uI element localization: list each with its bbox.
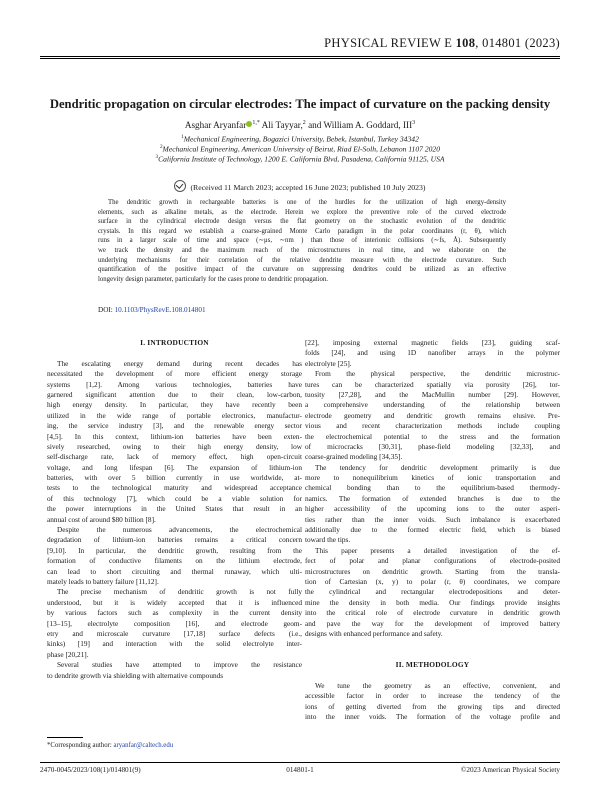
body-text-line: understood, but it is widely accepted that it is influenced bbox=[47, 597, 302, 607]
body-text-line: tures can be characterized spatially via porosity [26], tor- bbox=[305, 379, 560, 389]
body-text-line: [22], imposing external magnetic fields [23], guiding scaf- bbox=[305, 338, 560, 347]
check-for-updates-icon[interactable] bbox=[174, 180, 186, 192]
received-text: (Received 11 March 2023; accepted 16 June 2023; published 10 July 2023) bbox=[190, 183, 426, 192]
doi-label: DOI: bbox=[98, 306, 113, 314]
body-text-line: The precise mechanism of dendritic growth is not fully bbox=[57, 587, 302, 597]
author-3[interactable]: and William A. Goddard, III bbox=[308, 120, 413, 131]
body-text-line: garnered significant attention due to their clean, low-carbon, bbox=[47, 389, 302, 399]
body-text-line: ing, the service industry [3], and the renewable energy sector bbox=[47, 421, 302, 431]
abstract-line: The dendritic growth in rechargeable batteries is one of the hurdles for the utilization of high energy-density bbox=[108, 199, 506, 206]
affiliation-1-num: 1 bbox=[181, 134, 184, 140]
body-text-line: of microcracks [30,31], phase-field modeling [32,33], and bbox=[305, 441, 560, 451]
affiliation-3 bbox=[40, 154, 560, 164]
body-text-line: vious and recent characterization methods include coupling bbox=[305, 421, 560, 431]
footer-rule bbox=[40, 762, 560, 763]
body-text-line: [4,5]. In this context, lithium-ion batteries have been exten- bbox=[47, 431, 302, 441]
body-text-line: tuosity [27,28], and the MacMullin number [29]. However, bbox=[305, 389, 560, 399]
article-number-prefix: , bbox=[475, 36, 483, 50]
header-rule-thin bbox=[40, 58, 560, 59]
abstract-line: longevity design parameter, particularly for the cases prone to dendritic propagation. bbox=[98, 275, 328, 283]
abstract-line: quantification of the positive impact of the curvature on suppressing dendrites could be utilized as an effective bbox=[98, 266, 506, 274]
affiliation-2-num: 2 bbox=[159, 144, 163, 150]
footnote-marker: * bbox=[47, 742, 51, 749]
body-text-line: of this technology [7], which could be a viable solution for bbox=[47, 493, 302, 503]
journal-name: PHYSICAL REVIEW E bbox=[324, 36, 453, 50]
body-text-line: and pave the way for the development of improved battery bbox=[305, 618, 560, 628]
affiliation-2-text: Mechanical Engineering, American University of Beirut, Riad El-Solh, Lebanon 1107 2020 bbox=[162, 144, 441, 154]
body-text-line: necessitated the development of more efficient energy storage bbox=[47, 369, 302, 379]
body-text-line: the power interruptions in the United States that result in an bbox=[47, 504, 302, 514]
section-title-introduction: I. INTRODUCTION bbox=[140, 338, 209, 347]
body-text-line: The escalating energy demand during recent decades has bbox=[57, 358, 302, 368]
abstract-line: elements, such as alkaline metals, as the electrode. Herein we explore the preventive role of the curved electrode bbox=[98, 208, 506, 216]
header-rule bbox=[40, 56, 560, 57]
body-text-line: etry and microscale curvature [17,18] surface defects (i.e., bbox=[47, 628, 302, 638]
body-text-line: the cylindrical and rectangular electrodepositions and deter- bbox=[305, 587, 560, 597]
affiliation-1 bbox=[40, 134, 560, 144]
body-text-line: ties rather than the inner voids. Such imbalance is exacerbated bbox=[305, 514, 560, 524]
abstract-line: we track the density and the maximum reach of the microstructures in real time, and we elaborate on the bbox=[98, 246, 506, 254]
footnote-rule bbox=[47, 737, 83, 738]
body-text-line: accessible factor in order to increase the tendency of the bbox=[305, 691, 560, 701]
body-text-line: self-discharge rate, lack of memory effect, high open-circuit bbox=[47, 452, 302, 462]
footnote-label: Corresponding author: bbox=[50, 742, 112, 749]
footer-issn: 2470-0045/2023/108(1)/014801(9) bbox=[40, 766, 141, 774]
author-1[interactable]: Asghar Aryanfar bbox=[184, 120, 247, 131]
body-text-line: chemical bonding than to the equilibrium-based thermody- bbox=[305, 483, 560, 493]
abstract-line: underlying mechanisms for their correlation of the relative dendrite measure with the electrode curvature. Such bbox=[98, 256, 506, 264]
body-text-line: high energy density. In particular, they have recently been bbox=[47, 400, 302, 410]
body-text-line: into the inner voids. The formation of the voltage profile and bbox=[305, 712, 560, 722]
abstract-line: runs in a larger scale of time and space (∼μs, ∼nm ) than those of interionic collisions (∼fs, Å). Subsequently bbox=[98, 237, 506, 245]
body-text-line: Several studies have attempted to improve the resistance bbox=[57, 660, 302, 670]
body-text-line: toward the tips. bbox=[305, 535, 351, 545]
footer-copyright: ©2023 American Physical Society bbox=[460, 766, 560, 774]
abstract-line: crystals. In this regard we establish a coarse-grained Monte Carlo paradigm in the polar coordinates (r, θ), which bbox=[98, 227, 506, 235]
body-text-line: We tune the geometry as an effective, convenient, and bbox=[315, 680, 560, 690]
body-text-line: ions of getting diverted from the growing tips and directed bbox=[305, 701, 560, 711]
left-column bbox=[47, 338, 302, 681]
doi bbox=[98, 306, 206, 314]
body-text-line: sively researched, owing to their high energy density, low bbox=[47, 441, 302, 451]
body-text-line: to dendrite growth via shielding with alternative compounds bbox=[47, 670, 224, 680]
author-list bbox=[40, 120, 560, 130]
body-text-line: This paper presents a detailed investigation of the ef- bbox=[315, 545, 560, 555]
body-text-line: additionally due to the formed electric field, which is biased bbox=[305, 525, 560, 535]
body-text-line: phase [20,21]. bbox=[47, 649, 89, 659]
paper-title: Dendritic propagation on circular electrodes: The impact of curvature on the packing density bbox=[49, 97, 551, 111]
body-text-line: batteries, with over 5 billion currently in use worldwide, at- bbox=[47, 473, 302, 483]
body-text-line: tion of Cartesian (x, y) to polar (r, θ) coordinates, we compare bbox=[305, 576, 560, 586]
body-text-line: Despite the numerous advancements, the electrochemical bbox=[57, 525, 302, 535]
body-text-line: utilized in the wide range of portable electronics, manufactur- bbox=[47, 410, 302, 420]
footnote bbox=[47, 742, 173, 749]
body-text-line: a comprehensive understanding of the relationship between bbox=[305, 400, 560, 410]
body-text-line: From the physical perspective, the dendritic microstruc- bbox=[315, 369, 560, 379]
body-text-line: The tendency for dendritic development primarily is due bbox=[315, 462, 560, 472]
author-2[interactable]: Ali Tayyar, bbox=[261, 120, 303, 131]
body-text-line: degradation of lithium-ion batteries remains a critical concern bbox=[47, 535, 302, 545]
body-text-line: fect of polar and planar configurations of electrode-posited bbox=[305, 556, 560, 566]
body-text-line: by various factors such as complexity in the current density bbox=[47, 608, 302, 618]
body-text-line: higher accessibility of the upcoming ions to the outer asperi- bbox=[305, 504, 560, 514]
abstract-line: surface in the cylindrical electrode design versus the flat geometry on the stochastic evolution of the dendritic bbox=[98, 218, 506, 226]
author-email-link[interactable]: aryanfar@caltech.edu bbox=[113, 742, 174, 749]
author-3-affil: 3 bbox=[412, 120, 416, 126]
body-text-line: namics. The formation of extended branches is due to the bbox=[305, 493, 560, 503]
body-text-line: can lead to short circuiting and thermal runaway, which ulti- bbox=[47, 566, 302, 576]
affiliation-3-text: California Institute of Technology, 1200 E. California Blvd, Pasadena, California 91125, USA bbox=[158, 154, 445, 164]
doi-link[interactable]: 10.1103/PhysRevE.108.014801 bbox=[114, 306, 206, 314]
body-text-line: kinks) [19] and interaction with the solid electrolyte inter- bbox=[47, 639, 302, 649]
body-text-line: systems [1,2]. Among various technologies, batteries have bbox=[47, 379, 302, 389]
body-text-line: electrolyte [25]. bbox=[305, 358, 352, 368]
body-text-line: voltage, and long lifespan [6]. The expansion of lithium-ion bbox=[47, 462, 302, 472]
body-text-line: electrode geometry and dendritic growth remains elusive. Pre- bbox=[305, 410, 560, 420]
body-text-line: [9,10]. In particular, the dendritic growth, resulting from the bbox=[47, 545, 302, 555]
running-header bbox=[40, 36, 560, 54]
article-number: 014801 (2023) bbox=[482, 36, 560, 50]
body-text-line: mately leads to battery failure [11,12]. bbox=[47, 576, 159, 586]
author-1-affil: 1,* bbox=[252, 120, 260, 126]
abstract bbox=[98, 198, 506, 284]
received-dates bbox=[40, 180, 560, 192]
body-text-line: folds [24], and using 1D nanofiber arrays in the polymer bbox=[305, 348, 560, 358]
body-text-line: annual cost of around $80 billion [8]. bbox=[47, 514, 156, 524]
section-title-methodology: II. METHODOLOGY bbox=[395, 660, 470, 670]
body-text-line: into the critical role of electrode curvature in dendritic growth bbox=[305, 608, 560, 618]
body-text-line: mine the density in both media. Our findings provide insights bbox=[305, 597, 560, 607]
page-number: 014801-1 bbox=[286, 766, 314, 774]
body-text-line: coarse-grained modeling [34,35]. bbox=[305, 452, 403, 462]
body-text-line: formation of conductive filaments on the lithium electrode, bbox=[47, 556, 302, 566]
body-text-line: the electrochemical potential to the stress and the formation bbox=[305, 431, 560, 441]
body-text-line: tests to the technological maturity and widespread acceptance bbox=[47, 483, 302, 493]
author-2-affil: 2 bbox=[302, 120, 306, 126]
affiliation-1-text: Mechanical Engineering, Bogazici University, Bebek, Istanbul, Turkey 34342 bbox=[183, 134, 419, 144]
body-text-line: [13–15], electrolyte composition [16], and electrode geom- bbox=[47, 618, 302, 628]
body-text-line: more to nonequilibrium kinetics of ionic transportation and bbox=[305, 473, 560, 483]
body-text-line: designs with enhanced performance and safety. bbox=[305, 628, 443, 638]
journal-volume: 108 bbox=[455, 36, 476, 50]
right-column bbox=[305, 338, 560, 722]
affiliation-3-num: 3 bbox=[155, 154, 159, 160]
affiliation-2 bbox=[40, 144, 560, 154]
body-text-line: microstructures on dendritic growth. Starting from the transla- bbox=[305, 566, 560, 576]
